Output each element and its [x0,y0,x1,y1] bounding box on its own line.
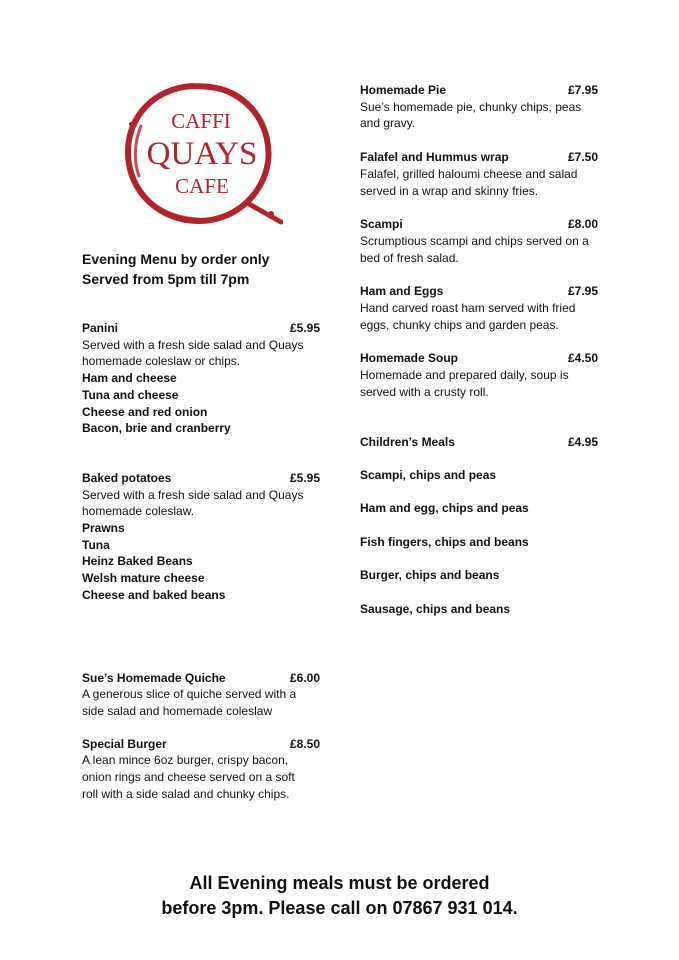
item-desc: homemade coleslaw or chips. [82,354,241,369]
item-desc: Served with a fresh side salad and Quays [82,337,304,352]
childrens-option: Sausage, chips and beans [360,601,511,616]
item-price: £4.50 [567,351,598,366]
filling-option: Cheese and red onion [82,404,208,419]
item-desc: and gravy. [360,116,416,131]
item-desc: served with a crusty roll. [360,384,489,399]
filling-option: Heinz Baked Beans [82,554,193,569]
item-title: Panini [82,321,119,335]
filling-option: Prawns [82,521,125,536]
menu-item-childrens-meals [360,434,598,618]
item-title: Homemade Pie [360,83,447,97]
menu-item-falafel-wrap [360,149,598,199]
item-price: £5.95 [289,470,320,485]
item-title: Falafel and Hummus wrap [360,150,509,165]
item-price: £6.00 [289,670,320,685]
filling-option: Tuna and cheese [82,387,179,402]
item-desc: onion rings and cheese served on a soft [82,770,295,785]
logo-line-caffi: CAFFI [171,109,231,133]
menu-item-scampi [360,216,598,266]
menu-item-quiche [82,670,320,720]
item-desc: Homemade and prepared daily, soup is [360,368,569,383]
item-desc: bed of fresh salad. [360,250,459,265]
item-desc: Scrumptious scampi and chips served on a [360,233,589,248]
item-price: £5.95 [289,321,320,335]
menu-item-baked-potatoes [82,470,320,604]
item-desc: A generous slice of quiche served with a [82,687,297,702]
menu-intro [82,249,269,289]
item-title: Sue’s Homemade Quiche [82,670,226,685]
notice-line-2: before 3pm. Please call on 07867 931 014. [161,898,518,918]
item-desc: eggs, chunky chips and garden peas. [360,317,559,332]
logo-line-cafe: CAFE [175,174,229,198]
filling-option: Ham and cheese [82,371,177,386]
item-price: £7.50 [567,150,598,165]
intro-line-1: Evening Menu by order only [82,251,270,267]
logo-line-quays: QUAYS [146,136,258,172]
menu-item-homemade-pie [360,82,598,132]
item-title: Children’s Meals [360,434,455,449]
item-title: Scampi [360,217,403,232]
filling-option: Cheese and baked beans [82,587,226,602]
notice-line-1: All Evening meals must be ordered [189,873,490,893]
item-desc: Sue’s homemade pie, chunky chips, peas [360,99,582,114]
item-desc: Falafel, grilled haloumi cheese and salad [360,166,578,181]
menu-left-column [82,320,320,802]
menu-right-column [360,82,598,617]
item-price: £4.95 [567,434,598,449]
menu-item-homemade-soup [360,350,598,400]
item-desc: roll with a side salad and chunky chips. [82,786,290,801]
item-desc: homemade coleslaw. [82,504,195,519]
menu-item-ham-and-eggs [360,283,598,333]
filling-option: Tuna [82,537,110,552]
item-desc: Hand carved roast ham served with fried [360,301,576,316]
ordering-notice [0,871,679,921]
item-desc: served in a wrap and skinny fries. [360,183,539,198]
item-title: Homemade Soup [360,351,459,366]
item-title: Special Burger [82,736,167,751]
item-price: £7.95 [567,83,598,97]
menu-item-panini [82,320,320,437]
ink-ring-icon [121,80,283,230]
item-price: £7.95 [567,284,598,299]
childrens-option: Fish fingers, chips and beans [360,534,529,549]
childrens-option: Scampi, chips and peas [360,467,497,482]
filling-option: Welsh mature cheese [82,571,205,586]
filling-option: Bacon, brie and cranberry [82,421,231,436]
item-price: £8.00 [567,217,598,232]
item-desc: side salad and homemade coleslaw [82,703,273,718]
caffi-quays-logo [121,80,283,230]
childrens-option: Ham and egg, chips and peas [360,501,529,516]
childrens-option: Burger, chips and beans [360,568,500,583]
intro-line-2: Served from 5pm till 7pm [82,271,250,287]
item-desc: Served with a fresh side salad and Quays [82,487,304,502]
item-desc: A lean mince 6oz burger, crispy bacon, [82,753,289,768]
menu-item-special-burger [82,736,320,803]
item-price: £8.50 [289,736,320,751]
item-title: Baked potatoes [82,470,172,485]
item-title: Ham and Eggs [360,284,444,299]
